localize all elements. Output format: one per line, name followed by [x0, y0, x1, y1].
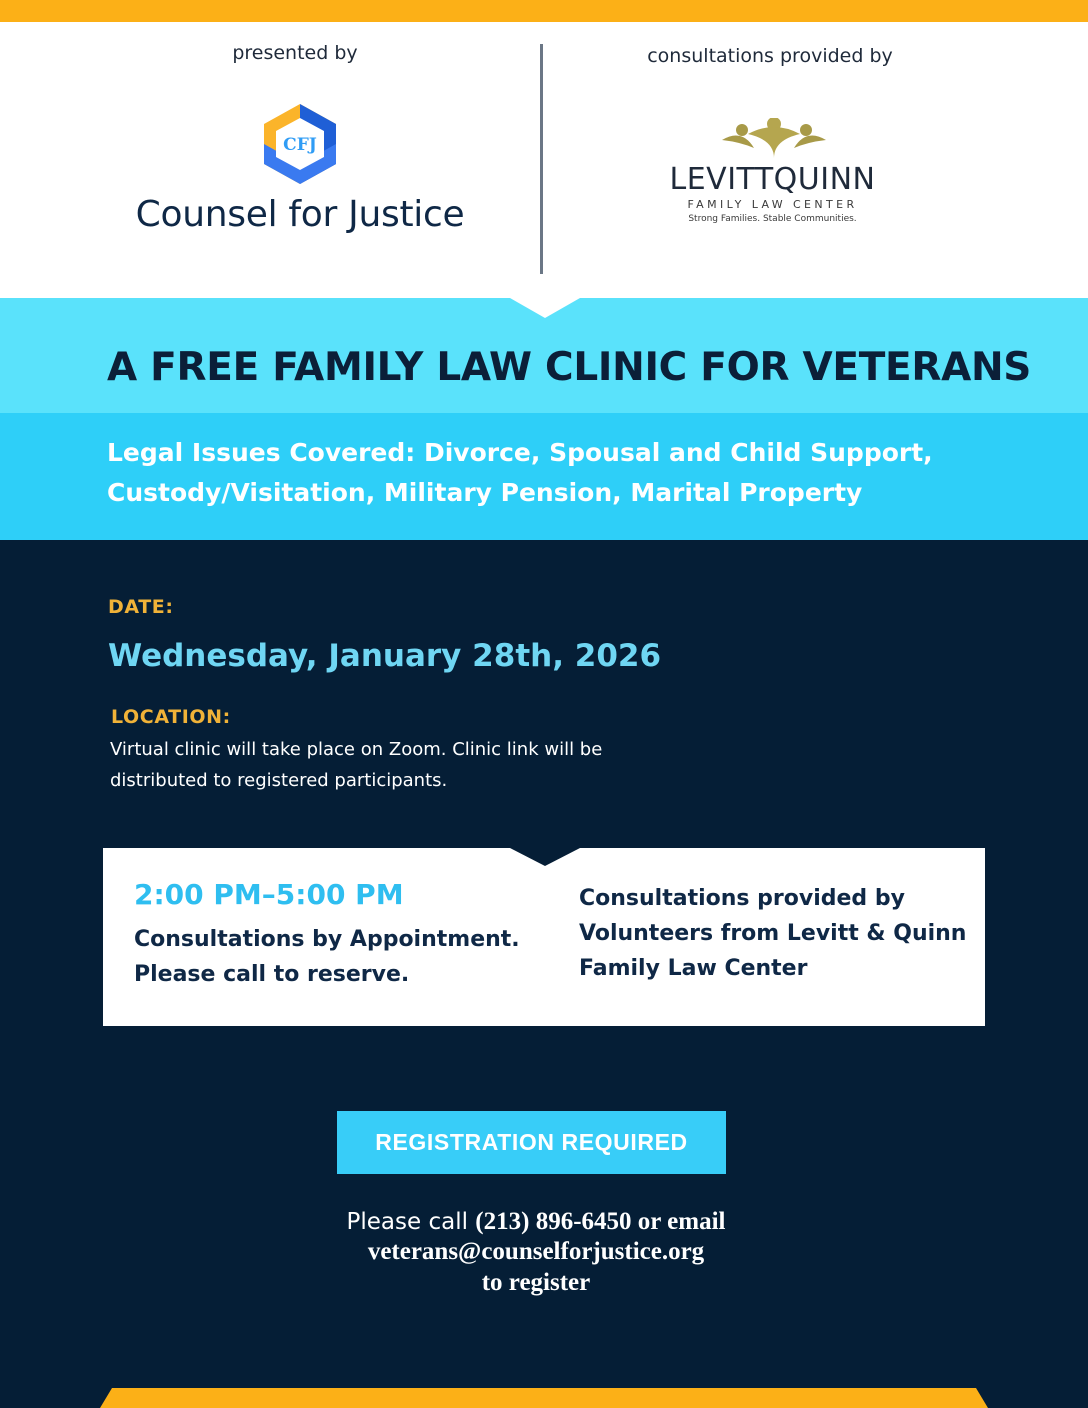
legal-issues-line-1: Legal Issues Covered: Divorce, Spousal and Child Support,: [107, 438, 933, 467]
cfj-logo-letters: CFJ: [283, 135, 317, 155]
header-divider: [540, 44, 543, 274]
volunteers-line-2: Volunteers from Levitt & Quinn: [579, 921, 967, 946]
appointment-line-1: Consultations by Appointment.: [134, 927, 520, 952]
consultation-time-range: 2:00 PM–5:00 PM: [134, 878, 404, 911]
date-label: DATE:: [108, 596, 174, 618]
registration-email-link[interactable]: veterans@counselforjustice.org: [367, 1238, 705, 1265]
volunteers-line-1: Consultations provided by: [579, 886, 905, 911]
page-title: A FREE FAMILY LAW CLINIC FOR VETERANS: [107, 345, 1032, 390]
bottom-accent-bar: [0, 1388, 1088, 1408]
levitt-quinn-subtitle: FAMILY LAW CENTER: [687, 198, 858, 211]
location-label: LOCATION:: [111, 706, 231, 728]
contact-line-3: [230, 1269, 842, 1297]
legal-issues-line-2: Custody/Visitation, Military Pension, Marital Property: [107, 478, 863, 507]
contact-line-2: [230, 1238, 842, 1266]
to-register-text: to register: [481, 1269, 591, 1296]
volunteers-line-3: Family Law Center: [579, 956, 808, 981]
phone-or-email-text: (213) 896-6450 or email: [475, 1208, 726, 1235]
location-line-2: distributed to registered participants.: [110, 770, 448, 791]
legal-issues-band: [0, 413, 1088, 540]
cfj-organization-name: Counsel for Justice: [135, 194, 465, 235]
levitt-quinn-name: LEVITTQUINN: [669, 162, 876, 197]
levitt-quinn-people-icon: [718, 118, 830, 162]
presented-by-label: presented by: [232, 42, 358, 64]
appointment-line-2: Please call to reserve.: [134, 962, 410, 987]
top-accent-bar: [0, 0, 1088, 22]
title-notch-shape: [510, 298, 580, 318]
registration-required-button[interactable]: REGISTRATION REQUIRED: [337, 1111, 726, 1174]
info-box-notch-shape: [510, 848, 580, 866]
consultations-provided-by-label: consultations provided by: [647, 45, 893, 67]
levitt-quinn-tagline: Strong Families. Stable Communities.: [688, 214, 857, 224]
location-line-1: Virtual clinic will take place on Zoom. Clinic link will be: [110, 739, 603, 760]
cfj-hexagon-logo-icon: [262, 102, 338, 186]
contact-line-1: [230, 1208, 842, 1236]
sponsor-header: [0, 22, 1088, 298]
please-call-text: Please call: [346, 1209, 476, 1235]
event-date: Wednesday, January 28th, 2026: [108, 638, 662, 674]
